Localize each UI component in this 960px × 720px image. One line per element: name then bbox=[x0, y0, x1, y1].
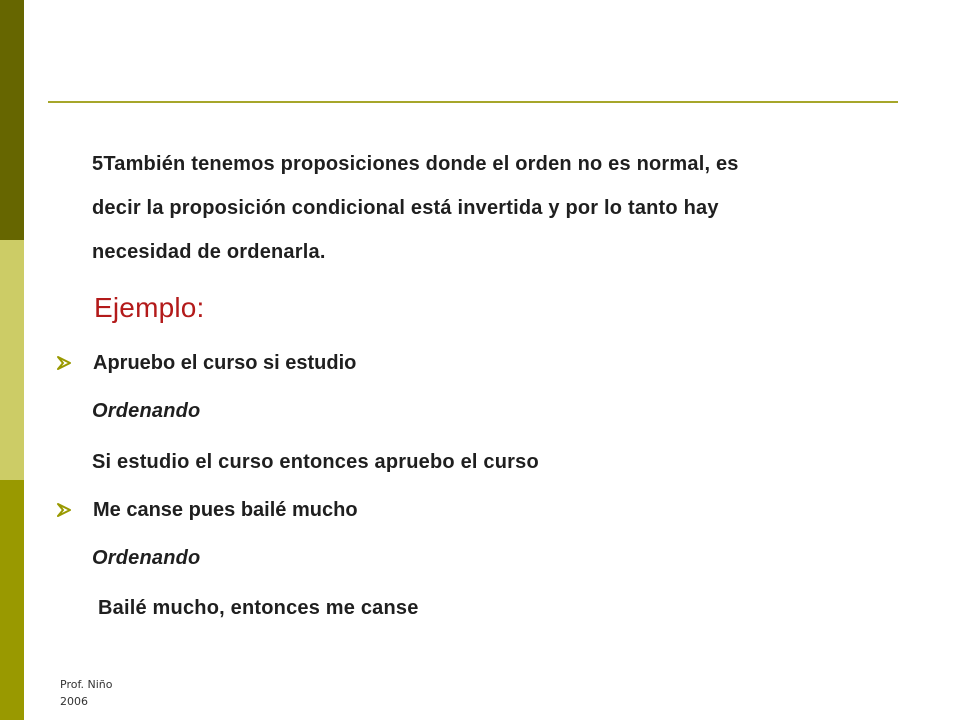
footer-year: 2006 bbox=[60, 695, 88, 708]
example-bullet-2-text: Me canse pues bailé mucho bbox=[93, 499, 358, 521]
example-bullet-1-text: Apruebo el curso si estudio bbox=[93, 352, 357, 374]
intro-line-3: necesidad de ordenarla. bbox=[92, 241, 326, 263]
ordered-result-2: Bailé mucho, entonces me canse bbox=[98, 597, 419, 619]
ordering-label-1: Ordenando bbox=[92, 400, 201, 422]
ordering-label-2: Ordenando bbox=[92, 547, 201, 569]
left-band-top bbox=[0, 0, 24, 240]
intro-line-2: decir la proposición condicional está invertida y por lo tanto hay bbox=[92, 197, 719, 219]
title-divider bbox=[48, 101, 898, 103]
intro-paragraph bbox=[92, 142, 872, 274]
arrowhead-bullet-icon bbox=[55, 501, 73, 519]
ordered-result-1: Si estudio el curso entonces apruebo el curso bbox=[92, 451, 539, 473]
left-band-middle bbox=[0, 240, 24, 480]
slide-footer bbox=[60, 676, 150, 710]
example-heading: Ejemplo: bbox=[94, 292, 205, 323]
left-band-bottom bbox=[0, 480, 24, 720]
example-bullet-2 bbox=[55, 492, 358, 528]
arrowhead-bullet-icon bbox=[55, 354, 73, 372]
intro-line-1: 5También tenemos proposiciones donde el orden no es normal, es bbox=[92, 153, 739, 175]
footer-author: Prof. Niño bbox=[60, 678, 113, 691]
example-bullet-1 bbox=[55, 345, 356, 381]
